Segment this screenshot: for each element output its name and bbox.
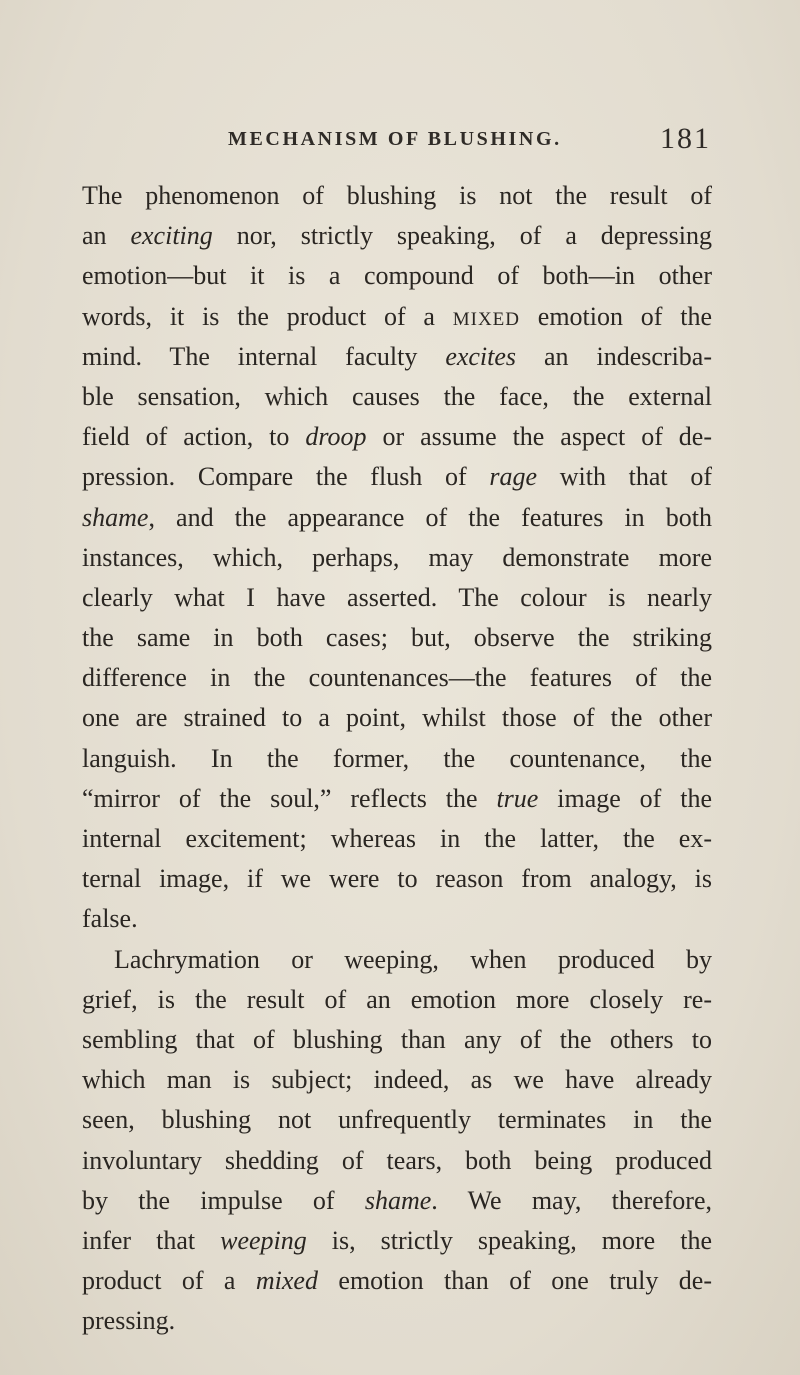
text-line: internal excitement; whereas in the latter, the ex- (82, 824, 712, 853)
text-line: pression. Compare the flush of rage with that of (82, 462, 712, 492)
text-line: which man is subject; indeed, as we have already (82, 1065, 712, 1095)
text-line: ble sensation, which causes the face, the external (82, 381, 712, 411)
text-line: grief, is the result of an emotion more closely re- (82, 984, 712, 1014)
text-line: involuntary shedding of tears, both being produced (82, 1145, 712, 1175)
text-line: by the impulse of shame. We may, therefore, (82, 1185, 712, 1215)
text-line: infer that weeping is, strictly speaking, more the (82, 1225, 712, 1255)
text-line: one are strained to a point, whilst those of the other (82, 703, 712, 733)
text-line: emotion—but it is a compound of both—in other (82, 261, 712, 291)
italic-text: exciting (130, 221, 213, 251)
text-line: field of action, to droop or assume the aspect of de- (82, 422, 712, 452)
text-line: “mirror of the soul,” reflects the true image of the (82, 783, 712, 813)
small-caps-text: MIXED (452, 308, 520, 330)
italic-text: shame (82, 502, 149, 532)
text-line: mind. The internal faculty excites an indescriba- (82, 341, 712, 371)
paragraph (82, 940, 712, 1342)
body-text (82, 176, 712, 1341)
running-title: MECHANISM OF BLUSHING. (228, 128, 562, 150)
page-number: 181 (660, 122, 711, 155)
italic-text: rage (489, 462, 538, 492)
paragraph (82, 176, 712, 940)
running-head (0, 122, 800, 168)
text-line: seen, blushing not unfrequently terminates in the (82, 1105, 712, 1135)
italic-text: true (496, 783, 539, 813)
italic-text: droop (305, 422, 367, 452)
italic-text: mixed (255, 1266, 318, 1296)
italic-text: weeping (220, 1225, 307, 1255)
text-line: pressing. (82, 1306, 176, 1336)
text-line: sembling that of blushing than any of the others to (82, 1024, 712, 1054)
text-line: product of a mixed emotion than of one truly de- (82, 1266, 712, 1296)
text-line: an exciting nor, strictly speaking, of a depressing (82, 221, 712, 251)
text-line: ternal image, if we were to reason from analogy, is (82, 864, 712, 894)
text-line: the same in both cases; but, observe the striking (82, 623, 712, 653)
text-line: Lachrymation or weeping, when produced by (114, 944, 712, 974)
text-line: words, it is the product of a MIXED emotion of the (82, 301, 712, 331)
text-line: clearly what I have asserted. The colour is nearly (82, 582, 712, 612)
italic-text: excites (445, 341, 517, 371)
text-line: shame, and the appearance of the features in both (82, 502, 712, 532)
text-line: languish. In the former, the countenance, the (82, 743, 712, 773)
text-line: false. (82, 904, 138, 934)
text-line: instances, which, perhaps, may demonstrate more (82, 542, 712, 572)
text-line: The phenomenon of blushing is not the result of (82, 181, 712, 210)
text-line: difference in the countenances—the features of the (82, 663, 712, 693)
italic-text: shame (364, 1185, 432, 1215)
